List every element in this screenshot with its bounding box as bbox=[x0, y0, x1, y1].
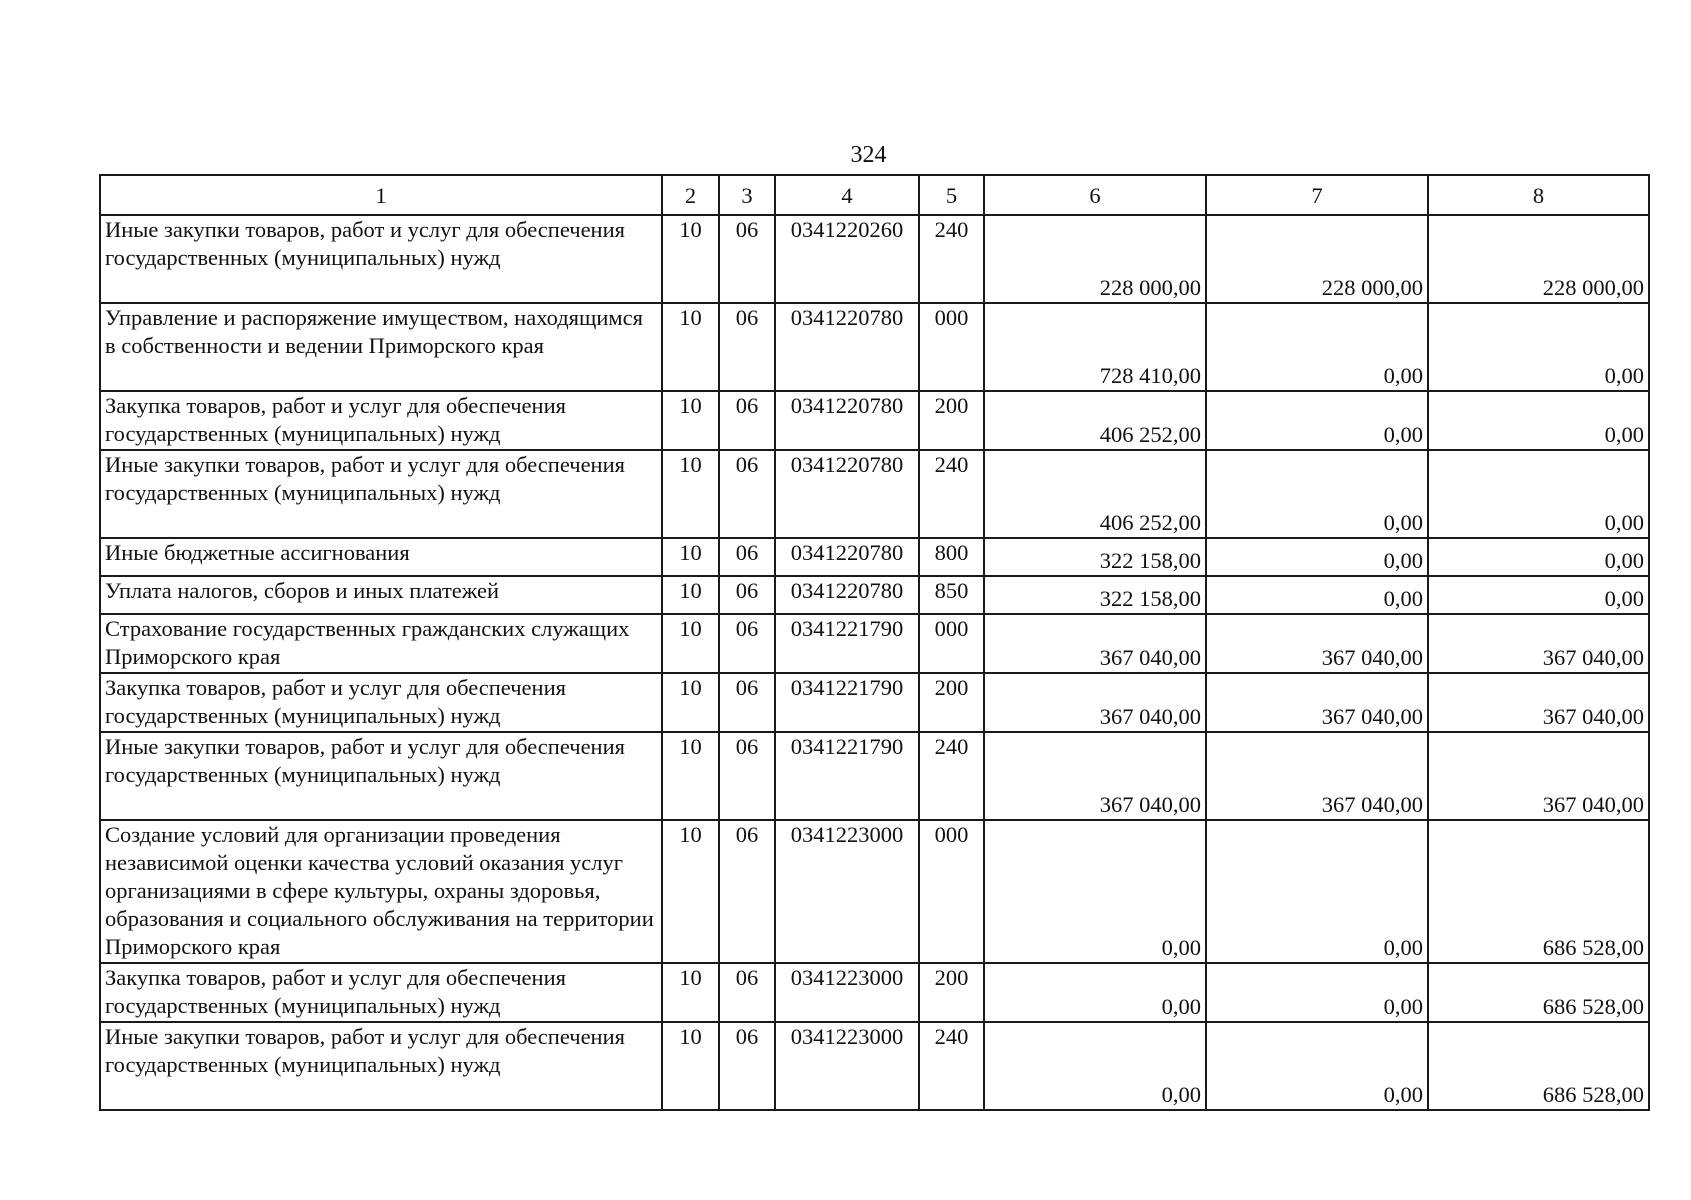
amount-col-6: 406 252,00 bbox=[984, 450, 1206, 538]
row-name: Уплата налогов, сборов и иных платежей bbox=[100, 576, 662, 614]
row-name: Закупка товаров, работ и услуг для обеспечения государственных (муниципальных) нужд bbox=[100, 391, 662, 450]
expense-type-code: 000 bbox=[919, 614, 984, 673]
row-name: Иные закупки товаров, работ и услуг для обеспечения государственных (муниципальных) нужд bbox=[100, 215, 662, 303]
table-row bbox=[100, 820, 1649, 963]
table-row bbox=[100, 614, 1649, 673]
target-article-code: 0341221790 bbox=[775, 673, 919, 732]
section-code: 10 bbox=[662, 303, 719, 391]
amount-col-8: 0,00 bbox=[1428, 450, 1649, 538]
section-code: 10 bbox=[662, 614, 719, 673]
target-article-code: 0341223000 bbox=[775, 820, 919, 963]
target-article-code: 0341223000 bbox=[775, 1022, 919, 1110]
amount-col-8: 686 528,00 bbox=[1428, 820, 1649, 963]
row-name: Иные закупки товаров, работ и услуг для обеспечения государственных (муниципальных) нужд bbox=[100, 450, 662, 538]
row-name: Создание условий для организации проведения независимой оценки качества условий оказания услуг организациями в сфере культуры, охраны здоровья, образования и социального обслуживания на территории Приморского края bbox=[100, 820, 662, 963]
amount-col-7: 0,00 bbox=[1206, 963, 1428, 1022]
amount-col-6: 322 158,00 bbox=[984, 538, 1206, 576]
section-code: 10 bbox=[662, 673, 719, 732]
section-code: 10 bbox=[662, 215, 719, 303]
section-code: 10 bbox=[662, 732, 719, 820]
subsection-code: 06 bbox=[719, 538, 775, 576]
amount-col-7: 0,00 bbox=[1206, 303, 1428, 391]
amount-col-8: 0,00 bbox=[1428, 303, 1649, 391]
target-article-code: 0341220780 bbox=[775, 303, 919, 391]
subsection-code: 06 bbox=[719, 576, 775, 614]
amount-col-8: 686 528,00 bbox=[1428, 1022, 1649, 1110]
subsection-code: 06 bbox=[719, 450, 775, 538]
table-row bbox=[100, 450, 1649, 538]
table-row bbox=[100, 215, 1649, 303]
expense-type-code: 850 bbox=[919, 576, 984, 614]
expense-type-code: 240 bbox=[919, 450, 984, 538]
amount-col-8: 0,00 bbox=[1428, 391, 1649, 450]
subsection-code: 06 bbox=[719, 1022, 775, 1110]
target-article-code: 0341223000 bbox=[775, 963, 919, 1022]
column-header-3: 3 bbox=[719, 175, 775, 215]
expense-type-code: 240 bbox=[919, 215, 984, 303]
page-number: 324 bbox=[850, 142, 887, 168]
target-article-code: 0341220780 bbox=[775, 391, 919, 450]
target-article-code: 0341220260 bbox=[775, 215, 919, 303]
amount-col-7: 0,00 bbox=[1206, 1022, 1428, 1110]
table-row bbox=[100, 732, 1649, 820]
table-header-row bbox=[100, 175, 1649, 215]
table-row bbox=[100, 576, 1649, 614]
target-article-code: 0341221790 bbox=[775, 732, 919, 820]
subsection-code: 06 bbox=[719, 963, 775, 1022]
target-article-code: 0341221790 bbox=[775, 614, 919, 673]
table-row bbox=[100, 1022, 1649, 1110]
table-row bbox=[100, 673, 1649, 732]
section-code: 10 bbox=[662, 820, 719, 963]
section-code: 10 bbox=[662, 538, 719, 576]
amount-col-6: 0,00 bbox=[984, 1022, 1206, 1110]
expense-type-code: 240 bbox=[919, 732, 984, 820]
column-header-2: 2 bbox=[662, 175, 719, 215]
amount-col-6: 367 040,00 bbox=[984, 614, 1206, 673]
target-article-code: 0341220780 bbox=[775, 576, 919, 614]
amount-col-8: 686 528,00 bbox=[1428, 963, 1649, 1022]
column-header-7: 7 bbox=[1206, 175, 1428, 215]
column-header-1: 1 bbox=[100, 175, 662, 215]
amount-col-6: 322 158,00 bbox=[984, 576, 1206, 614]
expense-type-code: 000 bbox=[919, 820, 984, 963]
section-code: 10 bbox=[662, 1022, 719, 1110]
amount-col-7: 367 040,00 bbox=[1206, 673, 1428, 732]
section-code: 10 bbox=[662, 450, 719, 538]
amount-col-8: 367 040,00 bbox=[1428, 614, 1649, 673]
amount-col-6: 406 252,00 bbox=[984, 391, 1206, 450]
subsection-code: 06 bbox=[719, 215, 775, 303]
row-name: Управление и распоряжение имуществом, находящимся в собственности и ведении Приморского края bbox=[100, 303, 662, 391]
table-row bbox=[100, 538, 1649, 576]
amount-col-8: 0,00 bbox=[1428, 576, 1649, 614]
amount-col-7: 367 040,00 bbox=[1206, 732, 1428, 820]
target-article-code: 0341220780 bbox=[775, 538, 919, 576]
amount-col-7: 0,00 bbox=[1206, 576, 1428, 614]
expense-type-code: 800 bbox=[919, 538, 984, 576]
amount-col-7: 0,00 bbox=[1206, 391, 1428, 450]
amount-col-8: 228 000,00 bbox=[1428, 215, 1649, 303]
row-name: Иные закупки товаров, работ и услуг для обеспечения государственных (муниципальных) нужд bbox=[100, 732, 662, 820]
expense-type-code: 000 bbox=[919, 303, 984, 391]
amount-col-8: 367 040,00 bbox=[1428, 673, 1649, 732]
row-name: Закупка товаров, работ и услуг для обеспечения государственных (муниципальных) нужд bbox=[100, 673, 662, 732]
expense-type-code: 240 bbox=[919, 1022, 984, 1110]
budget-table bbox=[99, 174, 1650, 1111]
amount-col-7: 228 000,00 bbox=[1206, 215, 1428, 303]
table-row bbox=[100, 303, 1649, 391]
subsection-code: 06 bbox=[719, 673, 775, 732]
table-row bbox=[100, 963, 1649, 1022]
row-name: Страхование государственных гражданских служащих Приморского края bbox=[100, 614, 662, 673]
amount-col-6: 728 410,00 bbox=[984, 303, 1206, 391]
amount-col-6: 228 000,00 bbox=[984, 215, 1206, 303]
amount-col-7: 0,00 bbox=[1206, 820, 1428, 963]
expense-type-code: 200 bbox=[919, 963, 984, 1022]
column-header-8: 8 bbox=[1428, 175, 1649, 215]
section-code: 10 bbox=[662, 391, 719, 450]
expense-type-code: 200 bbox=[919, 673, 984, 732]
amount-col-6: 0,00 bbox=[984, 963, 1206, 1022]
section-code: 10 bbox=[662, 963, 719, 1022]
column-header-5: 5 bbox=[919, 175, 984, 215]
row-name: Иные закупки товаров, работ и услуг для обеспечения государственных (муниципальных) нужд bbox=[100, 1022, 662, 1110]
column-header-6: 6 bbox=[984, 175, 1206, 215]
expense-type-code: 200 bbox=[919, 391, 984, 450]
amount-col-8: 0,00 bbox=[1428, 538, 1649, 576]
amount-col-7: 367 040,00 bbox=[1206, 614, 1428, 673]
subsection-code: 06 bbox=[719, 303, 775, 391]
column-header-4: 4 bbox=[775, 175, 919, 215]
subsection-code: 06 bbox=[719, 820, 775, 963]
target-article-code: 0341220780 bbox=[775, 450, 919, 538]
row-name: Закупка товаров, работ и услуг для обеспечения государственных (муниципальных) нужд bbox=[100, 963, 662, 1022]
subsection-code: 06 bbox=[719, 614, 775, 673]
amount-col-7: 0,00 bbox=[1206, 450, 1428, 538]
amount-col-6: 0,00 bbox=[984, 820, 1206, 963]
amount-col-6: 367 040,00 bbox=[984, 673, 1206, 732]
amount-col-8: 367 040,00 bbox=[1428, 732, 1649, 820]
subsection-code: 06 bbox=[719, 732, 775, 820]
table-row bbox=[100, 391, 1649, 450]
amount-col-7: 0,00 bbox=[1206, 538, 1428, 576]
amount-col-6: 367 040,00 bbox=[984, 732, 1206, 820]
row-name: Иные бюджетные ассигнования bbox=[100, 538, 662, 576]
subsection-code: 06 bbox=[719, 391, 775, 450]
section-code: 10 bbox=[662, 576, 719, 614]
